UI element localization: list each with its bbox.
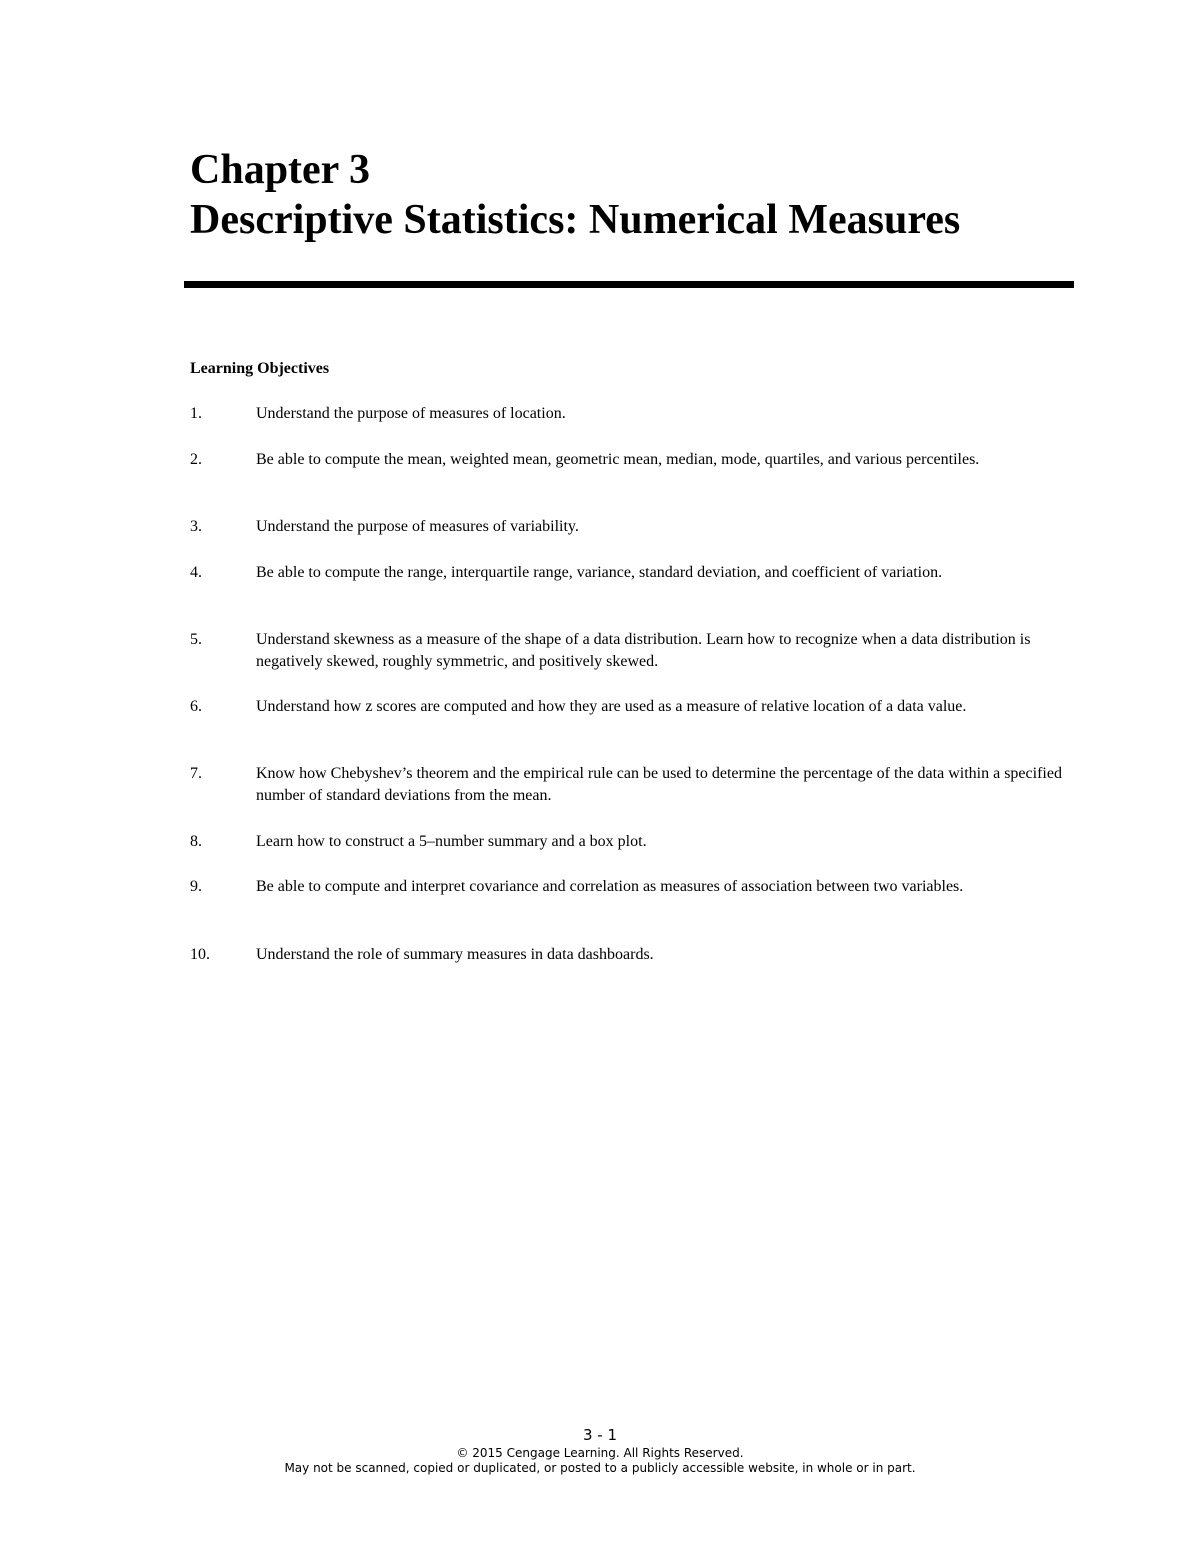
objective-item <box>190 944 1070 966</box>
objective-text: Be able to compute the range, interquartile range, variance, standard deviation, and coefficient of variation. <box>256 564 943 581</box>
objective-item <box>190 696 1070 718</box>
objective-item <box>190 876 1070 898</box>
objective-number: 2. <box>190 451 202 468</box>
objective-item <box>190 763 1070 807</box>
objective-item <box>190 629 1070 673</box>
objective-text: Know how Chebyshev’s theorem and the empirical rule can be used to determine the percentage of the data within a specified number of standard deviations from the mean. <box>256 765 1062 804</box>
objective-number: 7. <box>190 765 202 782</box>
objective-number: 9. <box>190 878 202 895</box>
usage-restriction-notice: May not be scanned, copied or duplicated, or posted to a publicly accessible website, in whole or in part. <box>284 1461 916 1475</box>
objective-text: Understand how z scores are computed and how they are used as a measure of relative location of a data value. <box>256 698 967 715</box>
objective-number: 5. <box>190 631 202 648</box>
objective-number: 4. <box>190 564 202 581</box>
objective-item <box>190 516 1070 538</box>
objective-number: 1. <box>190 405 202 422</box>
chapter-label: Chapter 3 <box>190 147 371 193</box>
copyright-notice: © 2015 Cengage Learning. All Rights Reserved. <box>456 1446 744 1460</box>
objective-number: 8. <box>190 833 202 850</box>
learning-objectives-heading: Learning Objectives <box>190 360 330 377</box>
objective-text: Be able to compute the mean, weighted mean, geometric mean, median, mode, quartiles, and various percentiles. <box>256 451 980 468</box>
objective-text: Understand the purpose of measures of variability. <box>256 518 579 535</box>
objective-number: 10. <box>190 946 210 963</box>
title-divider <box>184 281 1074 288</box>
objective-item <box>190 831 1070 853</box>
chapter-title <box>190 145 960 245</box>
objective-text: Be able to compute and interpret covariance and correlation as measures of association between two variables. <box>256 878 964 895</box>
objective-item <box>190 449 1070 471</box>
page-footer <box>0 1424 1200 1476</box>
chapter-subtitle: Descriptive Statistics: Numerical Measures <box>190 197 961 243</box>
objective-item <box>190 562 1070 584</box>
objective-number: 6. <box>190 698 202 715</box>
objective-text: Understand the purpose of measures of location. <box>256 405 566 422</box>
objective-text: Understand the role of summary measures in data dashboards. <box>256 946 654 963</box>
objective-item <box>190 403 1070 425</box>
page-number: 3 - 1 <box>582 1426 618 1444</box>
objective-number: 3. <box>190 518 202 535</box>
objective-text: Understand skewness as a measure of the shape of a data distribution. Learn how to recognize when a data distribution is negatively skewed, roughly symmetric, and positively skewed. <box>256 631 1031 670</box>
objective-text: Learn how to construct a 5–number summary and a box plot. <box>256 833 647 850</box>
